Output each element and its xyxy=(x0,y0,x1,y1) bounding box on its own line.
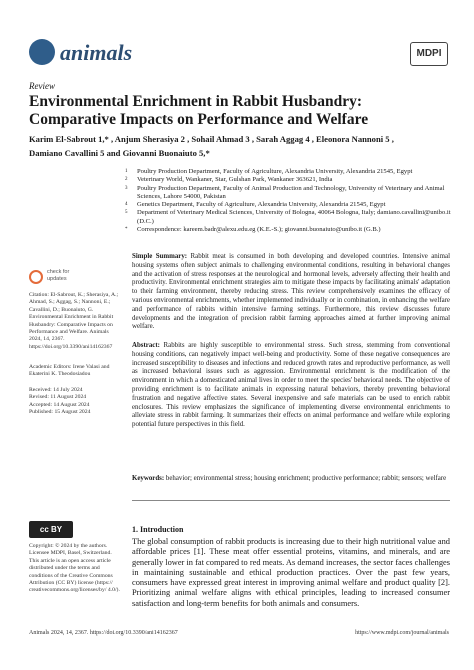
academic-editors: Academic Editors: Irene Valasi and Ekaterini K. Theodosiadou xyxy=(29,364,110,378)
article-type: Review xyxy=(29,81,55,91)
footer-citation: Animals 2024, 14, 2367. https://doi.org/10.3390/ani14162367 xyxy=(29,630,178,636)
journal-name: animals xyxy=(60,40,133,65)
authors-line-2: Damiano Cavallini 5 and Giovanni Buonaiuto 5,* xyxy=(29,148,210,158)
copyright-notice: Copyright: © 2024 by the authors. Licensee MDPI, Basel, Switzerland. This article is an open access article distributed under the terms and conditions of the Creative Commons Attribution (CC BY) license (https:// creativecommons.org/licenses/by/ 4.0/). xyxy=(29,543,120,594)
affiliation-2: 2 Veterinary World, Wankaner, Star, Gulshan Park, Wankaner 363621, India xyxy=(125,176,333,184)
affiliation-1: 1 Poultry Production Department, Faculty of Agriculture, Alexandria University, Alexandria 21545, Egypt xyxy=(125,168,413,175)
section-heading: 1. Introduction xyxy=(132,525,184,534)
authors-line-1: Karim El-Sabrout 1,* , Anjum Sherasiya 2 , Sohail Ahmad 3 , Sarah Aggag 4 , Eleonora Nannoni 5 , xyxy=(29,134,394,144)
keywords: Keywords: behavior; environmental stress; housing enrichment; productive performance; rabbit; sensors; welfare xyxy=(132,475,447,482)
history-dates: Received: 14 July 2024 Revised: 11 August 2024 Accepted: 14 August 2024 Published: 15 August 2024 xyxy=(29,387,91,416)
citation: Citation: El-Sabrout, K.; Sherasiya, A.; Ahmad, S.; Aggag, S.; Nannoni, E.; Cavallini, D.; Buonaiuto, G. Environmental Enrichment in Rabbit Husbandry: Comparative Impacts on Performance and Welfare. Animals 2024, 14, 2367. https://doi.org/10.3390/ani14162367 xyxy=(29,292,119,350)
check-for-updates-badge[interactable]: check for updates xyxy=(29,268,94,288)
affiliations xyxy=(125,168,455,234)
footer-journal-link[interactable]: https://www.mdpi.com/journal/animals xyxy=(355,630,449,636)
correspondence: * Correspondence: kareem.badr@alexu.edu.eg (K.E.-S.); giovanni.buonaiuto@unibo.it (G.B.) xyxy=(125,226,381,234)
article-title: Environmental Enrichment in Rabbit Husbandry: Comparative Impacts on Performance and Welfare xyxy=(29,93,369,128)
abstract: Abstract: Rabbits are highly susceptible to environmental stress. Such stress, stemming from conventional housing conditions, can negatively impact well-being and productivity. Some of these negative consequences are increased susceptibility to diseases and infections and reduced growth rates and reproductive performance, as well as increased behavioral issues such as aggression. Environmental enrichment is the modification of the environment in which a domesticated animal lives in order to meet the species' behavioral needs. The objective of providing enrichment is to facilitate animals in expressing natural behaviors, thereby preventing behavioral frustration and negative affective states. Several inexpensive and safe materials can be used to enrich rabbit enclosures. This review emphasizes the significance of implementing diverse environmental enrichments to alleviate stress in rabbit farming. It summarizes their effects on animal performance and welfare while exploring potential future perspectives in this field. xyxy=(132,342,450,429)
simple-summary: Simple Summary: Rabbit meat is consumed in both developing and developed countries. Intensive animal housing systems often subject animals to challenging environmental conditions, resulting in behavioral changes and the activation of stress responses at the neurological and hormonal levels, adversely affecting their health and productivity. Environmental enrichment strategies aim to mitigate these impacts by facilitating animals' adaptation to their farming environment, thereby reducing stress. This review comprehensively examines the efficacy of various environmental enrichments, whether implemented individually or in combination, in enhancing the welfare and performance of rabbits within intensive farming settings. Furthermore, this review discusses future developments and the integration of precision rabbit farming approaches aimed at further improving animal welfare. xyxy=(132,253,450,331)
publisher-logo: MDPI xyxy=(410,42,448,66)
journal-logo-icon xyxy=(29,39,55,65)
check-updates-icon xyxy=(29,270,43,284)
introduction-text: The global consumption of rabbit products is increasing due to their high nutritional value and affordable prices [1]. These meat offer essential proteins, vitamins, and minerals, and are generally lower in fat compared to red meats. As demand increases, the sector faces challenges in maintaining sustainable and ethical production practices. Over the past few years, consumers have expressed great interest in improving animal welfare and product quality [2]. Prioritizing animal welfare aligns with ethical principles, leading to increased consumer satisfaction and long-term benefits for both animals and consumers. xyxy=(132,537,450,608)
affiliation-4: 4 Genetics Department, Faculty of Agriculture, Alexandria University, Alexandria 21545, Egypt xyxy=(125,201,386,209)
author-list xyxy=(29,132,449,160)
page-footer xyxy=(29,630,449,636)
affiliation-3: 3 Poultry Production Department, Faculty of Animal Production and Technology, University of Veterinary and Animal Sciences, Lahore 54000, Pakistan xyxy=(125,184,445,200)
affiliation-5: 5 Department of Veterinary Medical Sciences, University of Bologna, 40064 Bologna, Italy; damiano.cavallini@unibo.it (D.C.) xyxy=(125,209,451,225)
cc-by-license-badge[interactable]: cc BY xyxy=(29,521,73,538)
divider xyxy=(132,500,450,501)
